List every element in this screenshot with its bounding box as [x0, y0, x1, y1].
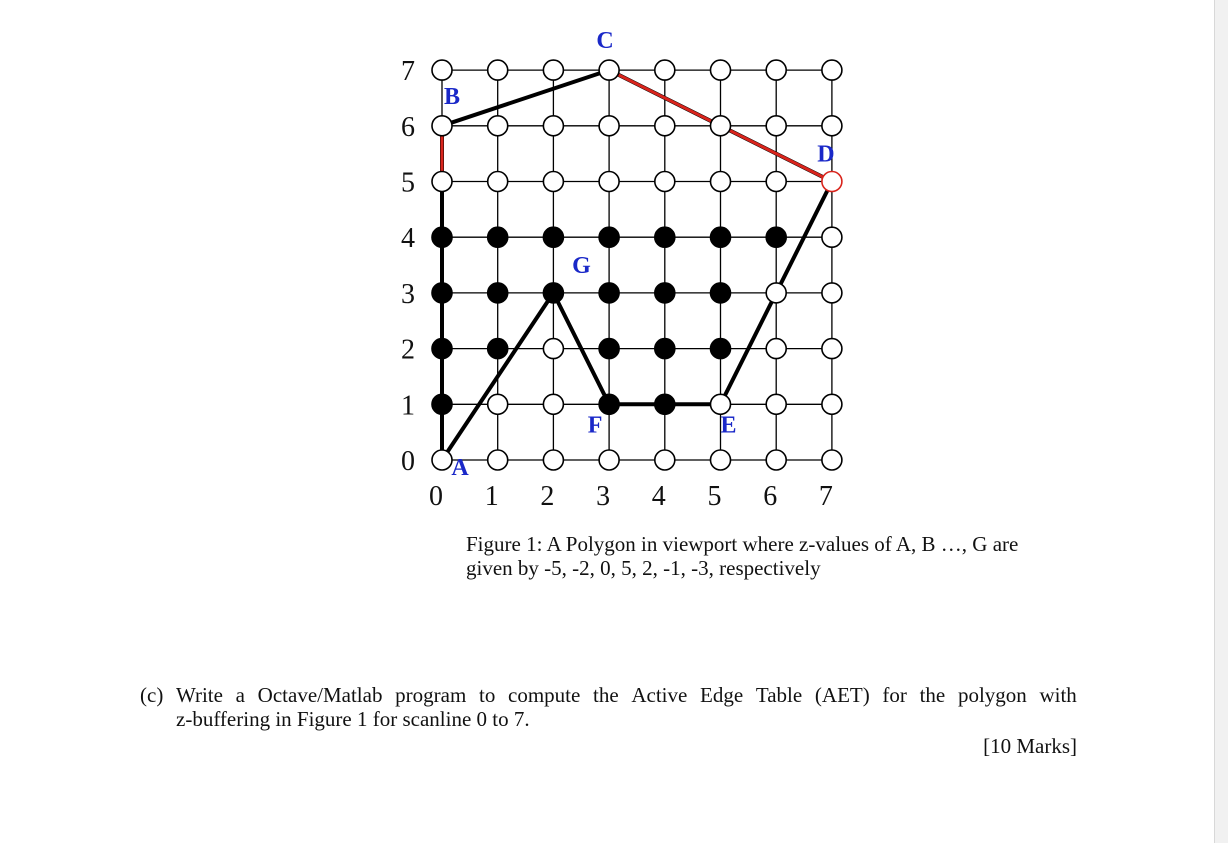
empty-point: [711, 60, 731, 80]
question-word: Octave/Matlab: [257, 683, 383, 707]
filled-point: [711, 283, 731, 303]
filled-point: [432, 339, 452, 359]
vertex-label-B: B: [443, 83, 461, 110]
caption-line-2: given by -5, -2, 0, 5, 2, -1, -3, respectively: [466, 556, 821, 580]
filled-point: [432, 283, 452, 303]
empty-point: [543, 60, 563, 80]
empty-point: [543, 172, 563, 192]
edge-BC: [442, 70, 609, 126]
y-tick-label: 1: [401, 390, 415, 422]
empty-point: [432, 172, 452, 192]
x-tick-label: 0: [429, 481, 443, 512]
question-word: Write: [176, 683, 223, 707]
empty-point: [599, 116, 619, 136]
question-word: (AET): [814, 683, 870, 707]
empty-point: [488, 116, 508, 136]
filled-point: [543, 283, 563, 303]
filled-point: [488, 283, 508, 303]
question-word: (c): [140, 683, 164, 707]
empty-point: [543, 394, 563, 414]
question-c: [140, 683, 1077, 731]
question-word: the: [593, 683, 619, 707]
filled-point: [655, 283, 675, 303]
empty-point: [655, 60, 675, 80]
empty-point: [822, 394, 842, 414]
question-word: program: [395, 683, 467, 707]
filled-point: [599, 339, 619, 359]
question-word: polygon: [957, 683, 1027, 707]
empty-point: [599, 60, 619, 80]
empty-point: [655, 116, 675, 136]
empty-point: [488, 60, 508, 80]
empty-point: [766, 339, 786, 359]
empty-point: [655, 450, 675, 470]
grid-points: [432, 60, 842, 470]
y-tick-label: 6: [401, 111, 415, 143]
empty-point: [711, 172, 731, 192]
empty-point: [766, 394, 786, 414]
empty-point: [488, 394, 508, 414]
empty-point: [822, 283, 842, 303]
question-word: the: [919, 683, 946, 707]
filled-point: [599, 283, 619, 303]
vertex-label-A: A: [451, 455, 469, 481]
vertex-label-F: F: [587, 412, 603, 439]
empty-point: [822, 339, 842, 359]
empty-point: [711, 116, 731, 136]
empty-point: [766, 450, 786, 470]
empty-point: [543, 450, 563, 470]
empty-point: [599, 172, 619, 192]
question-word: Active: [631, 683, 688, 707]
filled-point: [599, 394, 619, 414]
y-tick-label: 3: [401, 278, 415, 310]
y-tick-label: 5: [401, 167, 415, 199]
question-word: Table: [755, 683, 803, 707]
empty-point: [711, 450, 731, 470]
x-tick-label: 7: [818, 481, 833, 512]
question-word: Edge: [700, 683, 744, 707]
empty-point: [488, 172, 508, 192]
filled-point: [543, 227, 563, 247]
question-word: for: [882, 683, 907, 707]
figure-caption: [466, 532, 1106, 580]
y-tick-label: 7: [401, 56, 415, 88]
empty-point: [766, 172, 786, 192]
filled-point: [711, 227, 731, 247]
question-word: to: [478, 683, 496, 707]
filled-point: [432, 394, 452, 414]
empty-point: [488, 450, 508, 470]
filled-point: [655, 227, 675, 247]
y-tick-label: 4: [401, 223, 415, 255]
vertex-label-G: G: [572, 252, 591, 279]
caption-line-1: Figure 1: A Polygon in viewport where z-values of A, B …, G are: [466, 532, 1019, 556]
empty-point: [766, 283, 786, 303]
y-tick-label: 0: [401, 446, 415, 477]
question-word: a: [235, 683, 245, 707]
vertex-label-C: C: [596, 28, 614, 55]
filled-point: [655, 339, 675, 359]
empty-point: [655, 172, 675, 192]
empty-point: [766, 116, 786, 136]
y-tick-label: 2: [401, 334, 415, 366]
question-line-2: z-buffering in Figure 1 for scanline 0 to 7.: [176, 707, 530, 731]
filled-point: [599, 227, 619, 247]
empty-point: [822, 227, 842, 247]
empty-point: [432, 60, 452, 80]
empty-point: [432, 116, 452, 136]
x-tick-label: 5: [707, 481, 722, 512]
empty-point: [543, 116, 563, 136]
empty-point: [822, 116, 842, 136]
x-tick-label: 3: [596, 481, 611, 512]
empty-point: [822, 60, 842, 80]
vertex-label-D: D: [817, 141, 835, 168]
x-tick-label: 4: [651, 481, 666, 512]
x-tick-label: 2: [540, 481, 555, 512]
filled-point: [766, 227, 786, 247]
filled-point: [711, 339, 731, 359]
empty-point: [711, 394, 731, 414]
x-tick-label: 1: [484, 481, 499, 512]
marks-label: [10 Marks]: [983, 734, 1077, 758]
empty-point: [543, 339, 563, 359]
empty-point: [599, 450, 619, 470]
empty-point: [822, 450, 842, 470]
empty-point: [822, 172, 842, 192]
question-word: compute: [508, 683, 581, 707]
filled-point: [655, 394, 675, 414]
question-word: with: [1039, 683, 1077, 707]
empty-point: [432, 450, 452, 470]
question-line-1: [140, 683, 1077, 707]
filled-point: [432, 227, 452, 247]
vertex-label-E: E: [720, 412, 737, 439]
x-tick-label: 6: [763, 481, 778, 512]
empty-point: [766, 60, 786, 80]
filled-point: [488, 227, 508, 247]
filled-point: [488, 339, 508, 359]
